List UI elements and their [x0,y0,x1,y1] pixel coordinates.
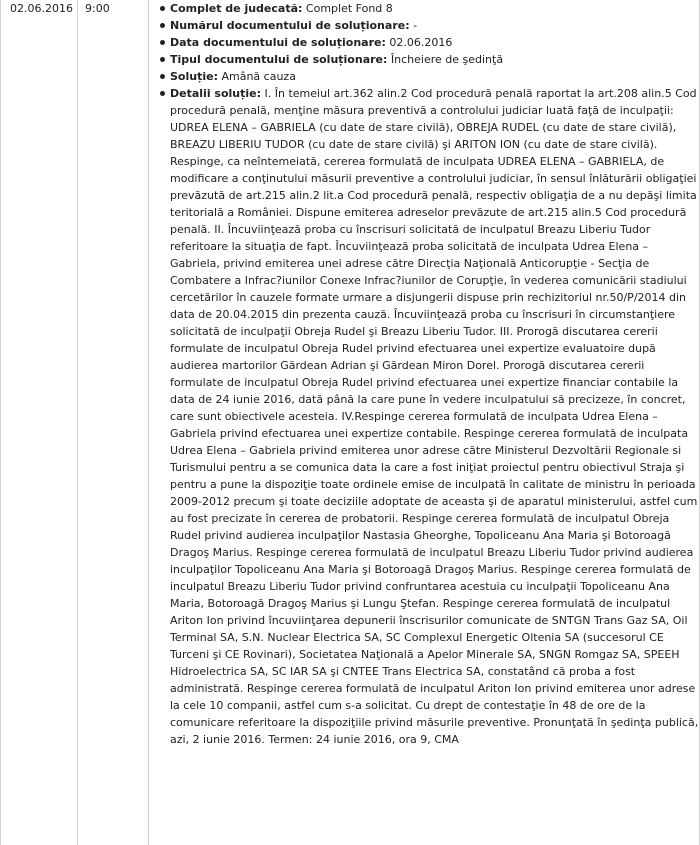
solution-value: Amână cauza [217,70,296,83]
solution-details-text: I. În temeiul art.362 alin.2 Cod procedură penală raportat la art.208 alin.5 Cod procedură penală, menţine măsura preventivă a controlului judiciar luată faţă de inculpaţii: UDREA ELENA – GABRIELA (cu date de stare civilă), OBREJA RUDEL (cu date de stare civilă), BREAZU LIBERIU TUDOR (cu date de stare civilă) şi ARITON ION (cu date de stare civilă). Respinge, ca neîntemeiată, cererea formulată de inculpata UDREA ELENA – GABRIELA, de modificare a conţinutului măsurii preventive a controlului judiciar, în sensul înlăturării obligaţiei prevăzută de art.215 alin.2 lit.a Cod procedură penală, respectiv obligaţia de a nu depăşi limita teritorială a României. Dispune emiterea adreselor prevăzute de art.215 alin.5 Cod procedură penală. II. Încuviinţează proba cu înscrisuri solicitată de inculpatul Breazu Liberiu Tudor referitoare la situaţia de fapt. Încuviinţează proba solicitată de inculpata Udrea Elena – Gabriela, privind emiterea unei adrese către Direcţia Naţională Anticorupţie - Secţia de Combatere a Infrac?iunilor Conexe Infrac?iunilor de Corupţie, în vederea comunicării stadiului cercetărilor în cauzele formate urmare a disjungerii dispuse prin rechizitoriul nr.50/P/2014 din data de 20.04.2015 din prezenta cauză. Încuviinţează proba cu înscrisuri în circumstanţiere solicitată de inculpaţii Obreja Rudel şi Breazu Liberiu Tudor. III. Prorogă discutarea cererii formulate de inculpatul Obreja Rudel privind efectuarea unei expertize evaluatoire după audierea martorilor Gărdean Adrian şi Gărdean Miron Dorel. Prorogă discutarea cererii formulate de inculpatul Obreja Rudel privind efectuarea unei expertize financiar contabile la data de 24 iunie 2016, dată până la care pune în vedere inculpatului să precizeze, în concret, care sunt obiectivele acesteia. IV.Respinge cererea formulată de inculpata Udrea Elena – Gabriela privind efectuarea unei expertize contabile. Respinge cererea formulată de inculpata Udrea Elena – Gabriela privind emiterea unor adrese către Ministerul Dezvoltării Regionale si Turismului pentru a se comunica data la care a fost iniţiat proiectul pentru obiectivul Straja şi pentru a pune la dispoziţie toate ordinele emise de inculpată în calitate de ministru în perioada 2009-2012 precum şi toate deciziile adoptate de aceasta şi de aparatul ministerului, astfel cum au fost precizate în cererea de probatorii. Respinge cererea formulată de inculpatul Obreja Rudel privind audierea inculpaţilor Nastasia Gheorghe, Topoliceanu Ana Maria şi Botoroagă Dragoş Marius. Respinge cererea formulată de inculpatul Breazu Liberiu Tudor privind audierea inculpaţilor Topoliceanu Ana Maria şi Botoroagă Dragoş Marius. Respinge cererea formulată de inculpatul Breazu Liberiu Tudor privind confruntarea acestuia cu inculpaţii Topoliceanu Ana Maria, Botoroagă Dragoş Marius şi Lungu Ştefan. Respinge cererea formulată de inculpatul Ariton Ion privind încuviinţarea depunerii înscrisurilor comunicate de SNTGN Trans Gaz SA, Oil Terminal SA, S.N. Nuclear Electrica SA, SC Complexul Energetic Oltenia SA (succesorul CE Turceni şi CE Rovinari), Societatea Naţională a Apelor Minerale SA, SNGN Romgaz SA, SPEEH Hidroelectrica SA, SC IAR SA şi CNTEE Trans Electrica SA, constatând că proba a fost administrată. Respinge cererea formulată de inculpatul Ariton Ion privind emiterea unor adrese la cele 10 companii, astfel cum s-a solicitat. Cu drept de contestaţie în 48 de ore de la comunicare referitoare la dispoziţiile privind măsurile preventive. Pronunţată în şedinţa publică, azi, 2 iunie 2016. Termen: 24 iunie 2016, ora 9, CMA [170,87,699,746]
list-item-solution [170,68,700,85]
document-date-value: 02.06.2016 [385,36,453,49]
list-item-document-date [170,34,700,51]
complet-value: Complet Fond 8 [302,2,393,15]
document-type-value: Încheiere de şedinţă [387,53,504,66]
document-type-label: Tipul documentului de soluționare: [170,53,388,66]
session-time: 9:00 [85,2,110,15]
list-item-document-type [170,51,700,68]
document-number-value: - [409,19,418,32]
document-number-label: Numărul documentului de soluționare: [170,19,410,32]
table-border-left [0,0,1,845]
table-divider-date [77,0,78,845]
complet-label: Complet de judecată: [170,2,303,15]
solution-details-list [158,0,700,748]
solution-details-label: Detalii soluție: [170,87,262,100]
list-item-document-number [170,17,700,34]
table-divider-time [148,0,149,845]
list-item-solution-details [170,85,700,748]
list-item-complet [170,0,700,17]
solution-label: Soluție: [170,70,218,83]
session-date: 02.06.2016 [10,2,73,15]
document-date-label: Data documentului de soluționare: [170,36,386,49]
